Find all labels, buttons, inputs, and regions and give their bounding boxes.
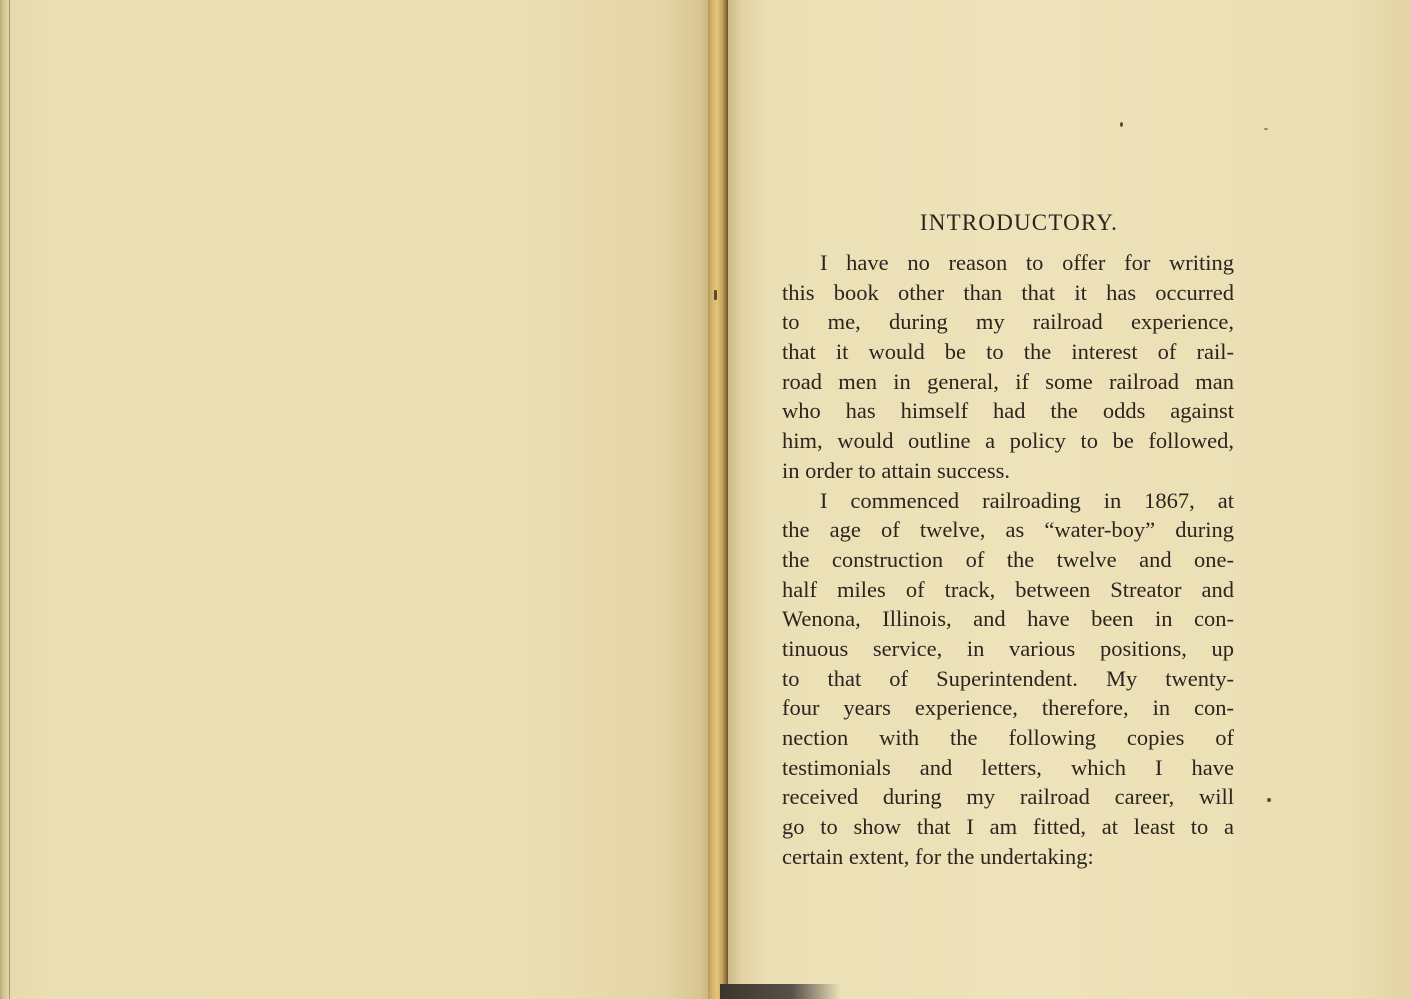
left-page-edge (0, 0, 10, 999)
text-line: go to show that I am fitted, at least to a (782, 814, 1234, 840)
ink-speck (1264, 128, 1268, 130)
text-line: certain extent, for the undertaking: (782, 843, 1094, 869)
text-line: that it would be to the interest of rail- (782, 339, 1234, 365)
text-line: this book other than that it has occurred (782, 279, 1234, 305)
text-line: the construction of the twelve and one- (782, 546, 1234, 572)
text-line: four years experience, therefore, in con- (782, 695, 1234, 721)
ink-speck (1267, 798, 1271, 802)
ink-speck (1120, 122, 1123, 127)
text-line: Wenona, Illinois, and have been in con- (782, 606, 1234, 632)
introductory-text (782, 208, 1234, 871)
text-line: to that of Superintendent. My twenty- (782, 665, 1234, 691)
text-line: road men in general, if some railroad man (782, 368, 1234, 394)
text-line: who has himself had the odds against (782, 398, 1234, 424)
paragraph-1 (782, 248, 1234, 486)
text-line: nection with the following copies of (782, 725, 1234, 750)
paragraph-2 (782, 486, 1234, 872)
text-line: testimonials and letters, which I have (782, 754, 1234, 780)
text-line: the age of twelve, as “water-boy” during (782, 517, 1234, 543)
text-line: to me, during my railroad experience, (782, 309, 1234, 335)
text-line: him, would outline a policy to be followed, (782, 428, 1234, 454)
background-shadow (720, 984, 840, 999)
text-line: I have no reason to offer for writing (820, 250, 1234, 275)
ink-speck (714, 290, 717, 300)
text-line: I commenced railroading in 1867, at (820, 487, 1234, 513)
text-line: received during my railroad career, will (782, 784, 1234, 810)
page-heading: INTRODUCTORY. (919, 210, 1119, 235)
text-line: in order to attain success. (782, 457, 1011, 483)
text-line: tinuous service, in various positions, up (782, 635, 1234, 661)
text-line: half miles of track, between Streator and (782, 576, 1234, 602)
